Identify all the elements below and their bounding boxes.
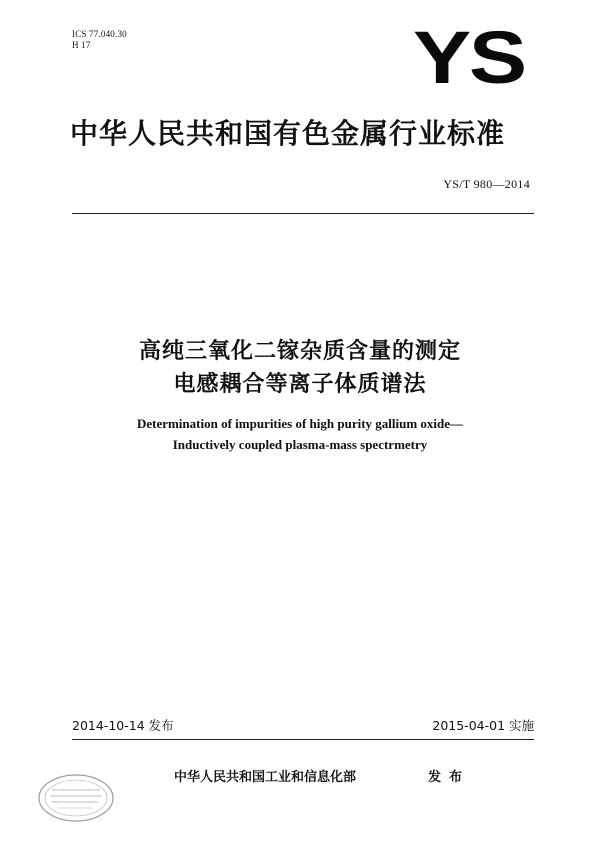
industry-standard-heading: 中华人民共和国有色金属行业标准	[70, 117, 506, 150]
title-en-line1: Determination of impurities of high purity gallium oxide—	[136, 416, 464, 431]
issuer-name: 中华人民共和国工业和信息化部	[174, 770, 357, 785]
title-en-line2: Inductively coupled plasma-mass spectrmetry	[172, 437, 428, 452]
class-code: H 17	[72, 40, 91, 50]
title-cn-line1: 高纯三氧化二镓杂质含量的测定	[138, 339, 461, 364]
bottom-divider	[72, 739, 534, 740]
classification-block	[72, 29, 127, 51]
issuer-action: 发布	[428, 770, 471, 785]
library-stamp-icon	[36, 772, 116, 824]
standard-number: YS/T 980—2014	[443, 177, 530, 191]
ys-logo: YS	[413, 16, 525, 99]
ics-code: ICS 77.040.30	[72, 29, 127, 39]
issue-date: 2014-10-14 发布	[72, 718, 174, 733]
top-divider	[72, 213, 534, 214]
title-cn-line2: 电感耦合等离子体质谱法	[173, 372, 427, 397]
implementation-date: 2015-04-01 实施	[432, 718, 534, 733]
